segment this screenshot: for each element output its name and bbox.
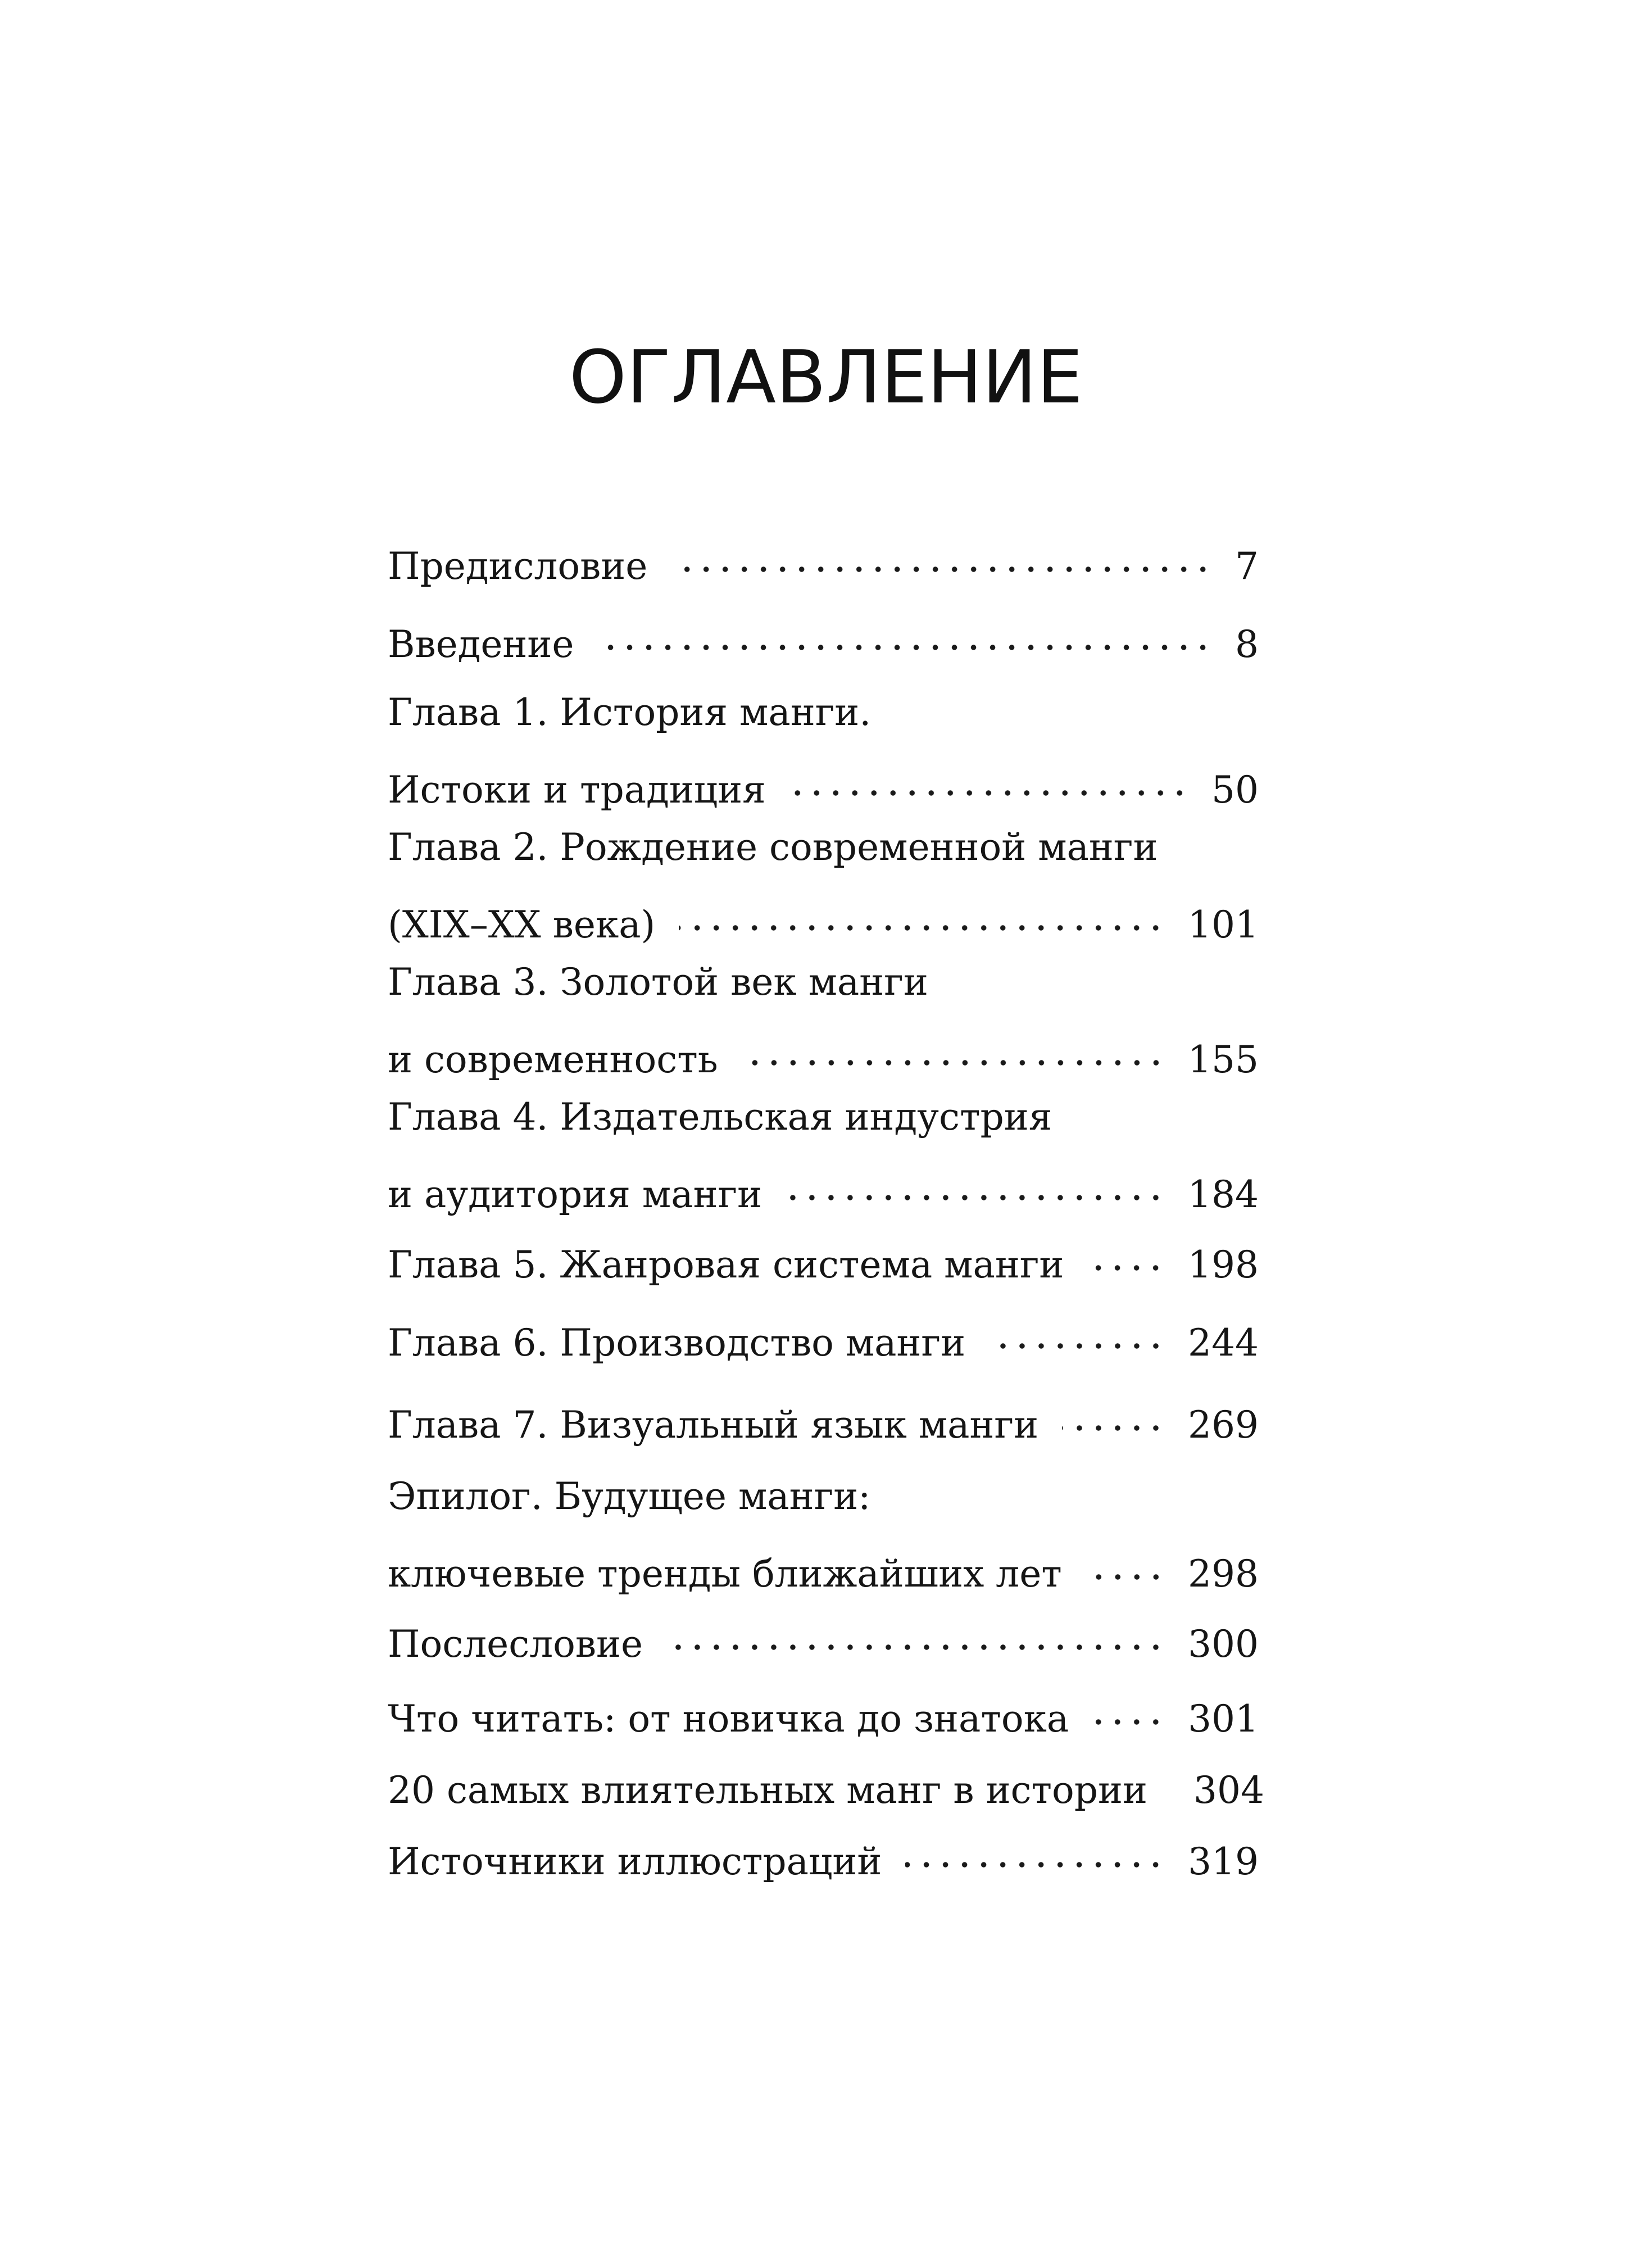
toc-page-number: 50 — [1211, 768, 1259, 812]
toc-page-number: 101 — [1188, 903, 1259, 946]
toc-page-number: 155 — [1188, 1038, 1259, 1081]
toc-line — [388, 534, 1259, 588]
page-title: ОГЛАВЛЕНИЕ — [569, 334, 1083, 420]
toc-entry-influential-manga[interactable] — [388, 1758, 1264, 1812]
toc-page-number: 319 — [1188, 1840, 1259, 1883]
toc-entry-title: Глава 5. Жанровая система манги — [388, 1243, 1064, 1286]
dot-leader — [666, 1612, 1165, 1657]
dot-leader — [597, 612, 1213, 657]
toc-page-number: 198 — [1188, 1243, 1259, 1286]
toc-entry-title: Глава 6. Производство манги — [388, 1321, 966, 1365]
toc-page-number: 7 — [1235, 545, 1259, 588]
toc-page-number: 244 — [1188, 1321, 1259, 1365]
toc-entry-title: Послесловие — [388, 1622, 643, 1666]
toc-line — [388, 690, 1259, 735]
toc-entry-title: Предисловие — [388, 545, 648, 588]
dot-leader — [905, 1829, 1165, 1874]
toc-page-number: 304 — [1193, 1769, 1264, 1812]
toc-entry-title: Что читать: от новичка до знатока — [388, 1697, 1069, 1741]
toc-entry-introduction[interactable] — [388, 612, 1259, 666]
dot-leader — [1087, 1232, 1165, 1277]
dot-leader — [742, 1027, 1165, 1072]
toc-entry-chapter-5[interactable] — [388, 1232, 1259, 1286]
toc-entry-what-to-read[interactable] — [388, 1687, 1259, 1741]
dot-leader — [1092, 1687, 1165, 1732]
toc-entry-title: Глава 2. Рождение современной манги — [388, 826, 1158, 869]
toc-line — [388, 612, 1259, 666]
dot-leader — [1086, 1542, 1165, 1587]
toc-entry-chapter-6[interactable] — [388, 1311, 1259, 1365]
toc-line — [388, 1027, 1259, 1081]
toc-entry-title: Источники иллюстраций — [388, 1840, 882, 1883]
toc-page-number: 298 — [1188, 1552, 1259, 1596]
toc-line — [388, 1612, 1259, 1666]
toc-line — [388, 892, 1259, 946]
toc-line — [388, 1162, 1259, 1216]
toc-page-number: 8 — [1235, 623, 1259, 666]
toc-entry-title: 20 самых влиятельных манг в истории — [388, 1769, 1148, 1812]
dot-leader — [671, 534, 1213, 579]
toc-entry-title-continued: ключевые тренды ближайших лет — [388, 1552, 1062, 1596]
toc-entry-title-continued: и современность — [388, 1038, 718, 1081]
toc-entry-illustration-sources[interactable] — [388, 1829, 1259, 1883]
toc-line — [388, 825, 1259, 870]
toc-entry-title: Эпилог. Будущее манги: — [388, 1475, 871, 1518]
toc-line — [388, 1542, 1259, 1596]
toc-line — [388, 1758, 1264, 1812]
toc-entry-preface[interactable] — [388, 534, 1259, 588]
toc-line — [388, 960, 1259, 1005]
toc-line — [388, 1232, 1259, 1286]
toc-entry-title-continued: Истоки и традиция — [388, 768, 766, 812]
toc-entry-chapter-2[interactable] — [388, 825, 1259, 946]
toc-page-number: 300 — [1188, 1622, 1259, 1666]
toc-entry-chapter-7[interactable] — [388, 1393, 1259, 1447]
toc-page-number: 301 — [1188, 1697, 1259, 1741]
toc-line — [388, 1474, 1259, 1519]
toc-entry-chapter-1[interactable] — [388, 690, 1259, 812]
toc-page-number: 269 — [1188, 1403, 1259, 1447]
toc-line — [388, 1311, 1259, 1365]
toc-line — [388, 758, 1259, 812]
toc-entry-chapter-4[interactable] — [388, 1095, 1259, 1216]
toc-entry-epilogue[interactable] — [388, 1474, 1259, 1596]
toc-line — [388, 1829, 1259, 1883]
toc-line — [388, 1687, 1259, 1741]
toc-line — [388, 1393, 1259, 1447]
dot-leader — [1062, 1393, 1165, 1438]
dot-leader — [989, 1311, 1165, 1356]
toc-entry-chapter-3[interactable] — [388, 960, 1259, 1081]
toc-entry-title-continued: и аудитория манги — [388, 1173, 763, 1216]
dot-leader — [789, 758, 1189, 803]
toc-entry-title: Глава 7. Визуальный язык манги — [388, 1403, 1039, 1447]
dot-leader — [679, 892, 1165, 937]
toc-entry-title: Глава 4. Издательская индустрия — [388, 1095, 1052, 1139]
toc-entry-title: Глава 1. История манги. — [388, 691, 872, 734]
toc-entry-title: Глава 3. Золотой век манги — [388, 960, 928, 1004]
toc-entry-afterword[interactable] — [388, 1612, 1259, 1666]
toc-page-number: 184 — [1188, 1173, 1259, 1216]
toc-line — [388, 1095, 1259, 1140]
toc-entry-title: Введение — [388, 623, 574, 666]
toc-entry-title-continued: (XIX–XX века) — [388, 903, 656, 946]
dot-leader — [786, 1162, 1165, 1207]
